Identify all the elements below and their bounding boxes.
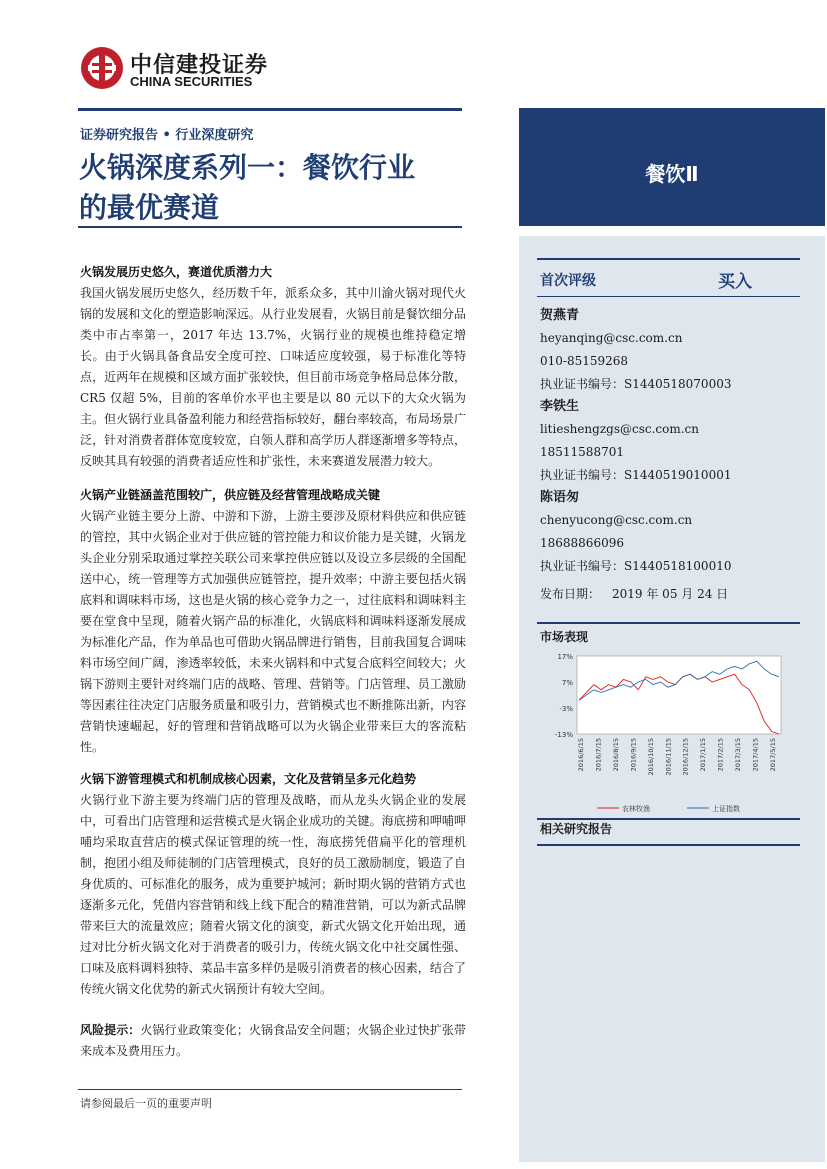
x-tick-label: 2016/7/15	[594, 738, 603, 772]
analyst-cert: 执业证书编号：S1440518070003	[540, 377, 732, 391]
legend-label: 上证指数	[712, 805, 740, 813]
x-tick-label: 2016/6/15	[577, 738, 585, 772]
section-body: 火锅行业下游主要为终端门店的管理及战略，而从龙头火锅企业的发展中，可看出门店管理和运营模式是火锅企业成功的关键。海底捞和呷哺呷哺均采取直营店的模式保证管理的统一性，海底捞凭借扁平化的管理机制，抱团小组及师徒制的门店管理模式，良好的员工激励制度，锻造了自身优质的、可标准化的服务，成为重要护城河；新时期火锅的营销方式也逐渐多元化，凭借内容营销和线上线下配合的精准营销，可以为新式品牌带来巨大的流量效应；随着火锅文化的演变，新式火锅文化开始出现，通过对比分析火锅文化对于消费者的吸引力，传统火锅文化中社交属性强、口味及底料调料独特、菜品丰富多样仍是吸引消费者的核心因素，结合了传统火锅文化优势的新式火锅预计有较大空间。	[80, 793, 466, 996]
brand-emblem-icon	[80, 46, 124, 90]
y-tick-label: 7%	[561, 679, 573, 687]
related-title: 相关研究报告	[540, 822, 613, 836]
page-title	[79, 148, 509, 228]
risk-note	[80, 1020, 466, 1062]
sidebar-divider-top	[537, 258, 800, 260]
analyst-block	[540, 395, 810, 487]
x-tick-label: 2016/11/15	[664, 738, 673, 776]
chart-plot-area	[577, 656, 781, 734]
analyst-block	[540, 486, 810, 578]
section-heading: 火锅下游管理模式和机制成核心因素，文化及营销呈多元化趋势	[80, 772, 417, 786]
x-tick-label: 2016/12/15	[681, 738, 690, 776]
related-divider	[537, 844, 800, 846]
x-tick-label: 2017/2/15	[716, 738, 725, 772]
analyst-email[interactable]: litieshengzgs@csc.com.cn	[540, 422, 699, 436]
footer-note: 请参阅最后一页的重要声明	[80, 1097, 212, 1110]
analyst-name: 李铁生	[540, 399, 580, 414]
brand-logo	[80, 46, 300, 94]
footer-divider	[78, 1089, 462, 1090]
brand-name-en: CHINA SECURITIES	[130, 74, 253, 89]
sector-banner	[519, 108, 825, 226]
risk-text: 火锅行业政策变化；火锅食品安全问题；火锅企业过快扩张带来成本及费用压力。	[80, 1023, 466, 1058]
y-tick-label: 17%	[557, 653, 573, 661]
analyst-cert: 执业证书编号：S1440519010001	[540, 468, 732, 482]
section-history	[80, 262, 466, 472]
market-chart	[537, 650, 807, 820]
risk-label: 风险提示：	[80, 1023, 141, 1037]
publish-date-value: 2019 年 05 月 24 日	[612, 587, 729, 601]
analyst-block	[540, 304, 810, 396]
title-line-2: 的最优赛道	[79, 191, 220, 224]
analyst-phone: 18688866096	[540, 536, 624, 550]
analyst-email[interactable]: chenyucong@csc.com.cn	[540, 513, 693, 527]
brand-name-cn: 中信建投证券	[130, 53, 269, 78]
rating-value: 买入	[718, 272, 752, 292]
section-heading: 火锅产业链涵盖范围较广，供应链及经营管理战略成关键	[80, 488, 381, 502]
analyst-name: 陈语匆	[540, 490, 580, 505]
analyst-cert: 执业证书编号：S1440518100010	[540, 559, 732, 573]
y-tick-label: -3%	[559, 705, 573, 713]
legend-label: 农林牧渔	[622, 805, 650, 813]
section-body: 火锅产业链主要分上游、中游和下游，上游主要涉及原材料供应和供应链的管控，其中火锅企业对于供应链的管控能力和议价能力是关键，火锅龙头企业分别采取通过掌控关联公司来掌控供应链以及设立多层级的全国配送中心，统一管理等方式加强供应链管控，提升效率；中游主要包括火锅底料和调味料市场，这也是火锅的核心竞争力之一，过往底料和调味料主要在堂食中呈现，随着火锅产品的标准化，火锅底料和调味料逐渐发展成为标准化产品，作为单品也可借助火锅品牌进行销售，目前我国复合调味料市场空间广阔，渗透率较低，未来火锅料和中式复合底料空间较大；火锅下游则主要针对终端门店的战略、管理、营销等。门店管理、员工激励等因素往往决定门店服务质量和吸引力，营销模式也不断推陈出新，内容营销快速崛起，好的管理和营销战略可以为火锅企业带来巨大的客流粘性。	[80, 509, 466, 754]
section-heading: 火锅发展历史悠久，赛道优质潜力大	[80, 265, 273, 279]
market-title: 市场表现	[540, 630, 589, 644]
x-tick-label: 2016/9/15	[629, 738, 638, 772]
x-tick-label: 2017/1/15	[699, 738, 708, 772]
title-divider	[78, 226, 462, 228]
report-type: 证券研究报告 • 行业深度研究	[80, 128, 254, 143]
sidebar-divider-market	[537, 622, 800, 624]
section-downstream	[80, 769, 466, 1000]
x-tick-label: 2016/8/15	[611, 738, 620, 772]
x-tick-label: 2017/4/15	[751, 738, 760, 772]
y-tick-label: -13%	[554, 731, 573, 739]
x-tick-label: 2016/10/15	[646, 738, 655, 776]
publish-date-label: 发布日期：	[540, 587, 601, 601]
rating-divider	[537, 296, 800, 297]
section-body: 我国火锅发展历史悠久，经历数千年，派系众多，其中川渝火锅对现代火锅的发展和文化的塑造影响深远。从行业发展看，火锅目前是餐饮细分品类中市占率第一，2017 年达 13.7%，火锅行业的规模也维持稳定增长。由于火锅具备食品安全度可控、口味适应度较强，易于标准化等特点，近两年在规模和区域方面扩张较快，但目前市场竞争格局总体分散，CR5 仅超 5%，目前的客单价水平也主要是以 80 元以下的大众火锅为主。但火锅行业具备盈利能力和经营指标较好，翻台率较高，布局场景广泛，针对消费者群体宽度较宽，白领人群和高学历人群逐渐增多等特点，反映其具有较强的消费者适应性和扩张性，未来赛道发展潜力较大。	[80, 286, 466, 468]
analyst-phone: 18511588701	[540, 445, 624, 459]
x-tick-label: 2017/5/15	[769, 738, 777, 772]
header-divider	[78, 108, 462, 111]
analyst-name: 贺燕青	[540, 308, 580, 323]
sector-label: 餐饮Ⅱ	[645, 162, 699, 186]
analyst-email[interactable]: heyanqing@csc.com.cn	[540, 331, 683, 345]
title-line-1: 火锅深度系列一：餐饮行业	[79, 151, 416, 184]
analyst-phone: 010-85159268	[540, 354, 629, 368]
rating-label: 首次评级	[540, 273, 596, 289]
section-industry-chain	[80, 485, 466, 758]
x-tick-label: 2017/3/15	[734, 738, 743, 772]
publish-date	[540, 585, 728, 602]
